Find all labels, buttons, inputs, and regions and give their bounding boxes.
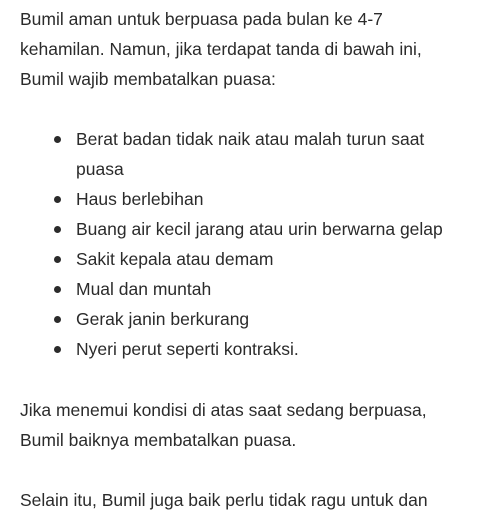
bullet-icon — [54, 286, 61, 293]
symptom-list — [20, 124, 498, 364]
advice-paragraph: Jika menemui kondisi di atas saat sedang berpuasa, Bumil baiknya membatalkan puasa. — [20, 400, 427, 450]
next-paragraph-partial: Selain itu, Bumil juga baik perlu tidak ragu untuk dan — [20, 490, 428, 510]
list-item: Gerak janin berkurang — [20, 304, 498, 334]
bullet-icon — [54, 256, 61, 263]
bullet-icon — [54, 196, 61, 203]
list-item: Sakit kepala atau demam — [20, 244, 498, 274]
intro-paragraph — [20, 4, 498, 94]
list-item: Berat badan tidak naik atau malah turun saat puasa — [20, 124, 498, 184]
intro-line: Bumil aman untuk berpuasa pada bulan ke 4-7 — [20, 9, 383, 29]
list-item: Mual dan muntah — [20, 274, 498, 304]
intro-line: kehamilan. Namun, jika terdapat tanda di bawah ini, — [20, 39, 422, 59]
bullet-icon — [54, 346, 61, 353]
bullet-icon — [54, 136, 61, 143]
article-body — [20, 4, 498, 515]
list-item: Buang air kecil jarang atau urin berwarna gelap — [20, 214, 498, 244]
list-item: Nyeri perut seperti kontraksi. — [20, 334, 498, 364]
bullet-icon — [54, 226, 61, 233]
bullet-icon — [54, 316, 61, 323]
intro-line: Bumil wajib membatalkan puasa: — [20, 69, 276, 89]
list-item: Haus berlebihan — [20, 184, 498, 214]
